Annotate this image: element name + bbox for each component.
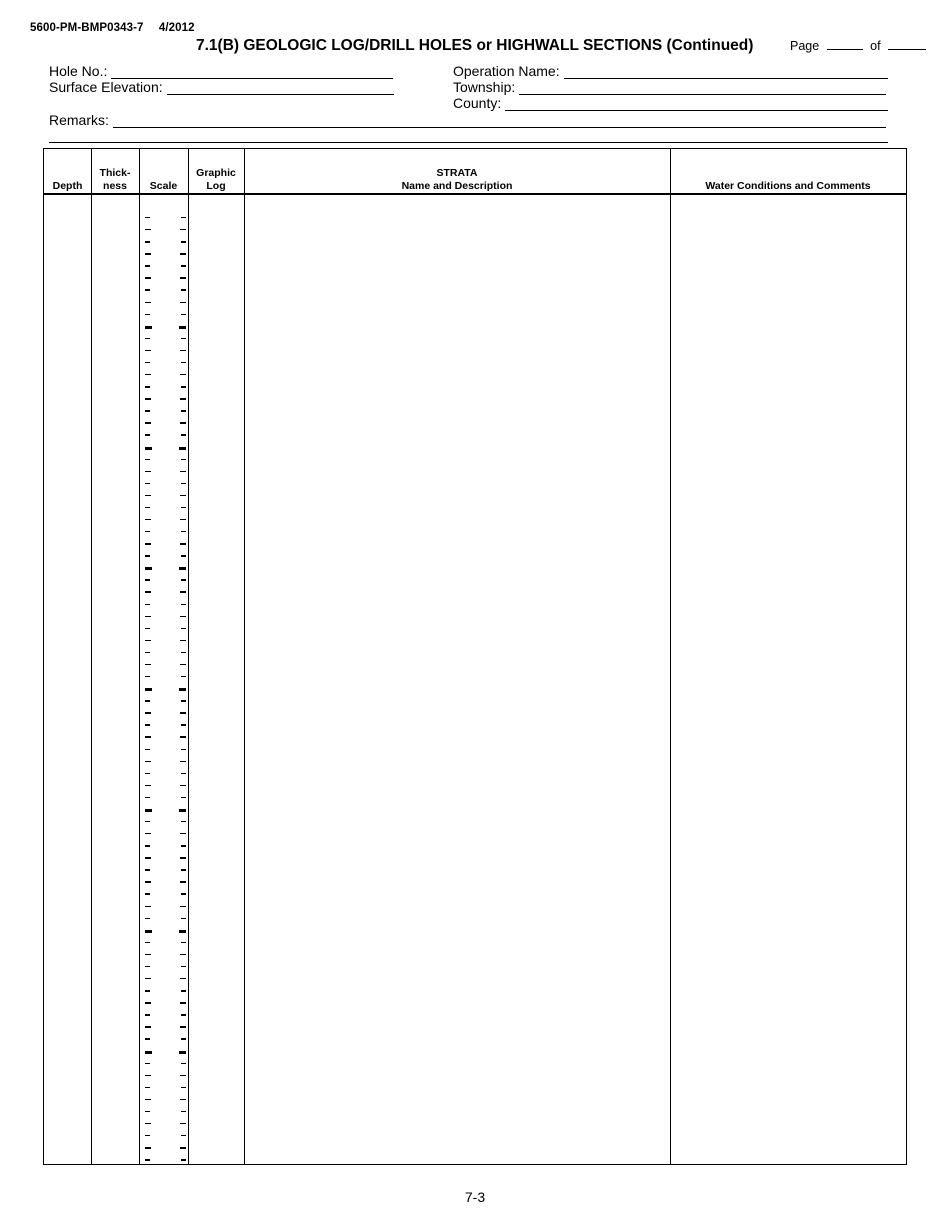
- header-water-conditions: Water Conditions and Comments: [705, 179, 871, 192]
- scale-tick-left: [145, 1135, 150, 1136]
- scale-tick-left: [145, 398, 151, 399]
- scale-tick-right: [180, 736, 186, 737]
- scale-tick-left: [145, 1159, 150, 1160]
- scale-tick-left: [145, 749, 150, 750]
- scale-tick-right: [181, 483, 186, 484]
- scale-tick-left: [145, 664, 151, 665]
- scale-tick-left: [145, 591, 151, 592]
- scale-tick-left: [145, 990, 150, 991]
- scale-tick-left: [145, 507, 150, 508]
- scale-tick-left: [145, 652, 150, 653]
- scale-tick-left: [145, 289, 150, 290]
- township-label: Township:: [453, 79, 516, 95]
- scale-tick-left: [145, 579, 150, 580]
- page-total-field[interactable]: [888, 39, 926, 50]
- scale-tick-right: [179, 688, 186, 691]
- header-graphic-log: Graphic Log: [196, 167, 236, 192]
- scale-tick-right: [179, 1051, 186, 1054]
- scale-tick-left: [145, 434, 150, 435]
- form-date: 4/2012: [158, 22, 195, 34]
- scale-tick-right: [181, 724, 186, 725]
- scale-tick-left: [145, 241, 150, 242]
- scale-tick-right: [181, 700, 186, 701]
- scale-tick-right: [181, 1159, 186, 1160]
- scale-tick-left: [145, 1002, 151, 1003]
- scale-tick-left: [145, 821, 150, 822]
- scale-tick-left: [145, 483, 150, 484]
- scale-tick-left: [145, 1111, 150, 1112]
- scale-tick-left: [145, 1147, 151, 1148]
- scale-tick-left: [145, 809, 152, 812]
- scale-tick-right: [181, 265, 186, 266]
- township-row: [453, 79, 886, 95]
- scale-tick-right: [180, 495, 186, 496]
- surface-elevation-field[interactable]: [167, 83, 394, 95]
- scale-tick-right: [181, 217, 186, 218]
- scale-tick-left: [145, 918, 150, 919]
- county-field[interactable]: [505, 99, 888, 111]
- scale-tick-left: [145, 700, 150, 701]
- scale-tick-left: [145, 1063, 150, 1064]
- scale-tick-left: [145, 845, 150, 846]
- scale-tick-right: [181, 434, 186, 435]
- scale-tick-left: [145, 314, 150, 315]
- scale-tick-left: [145, 519, 151, 520]
- scale-tick-left: [145, 495, 151, 496]
- scale-tick-left: [145, 217, 150, 218]
- scale-tick-right: [180, 277, 186, 278]
- scale-tick-right: [181, 459, 186, 460]
- scale-tick-right: [180, 640, 186, 641]
- scale-tick-left: [145, 338, 150, 339]
- form-code-number: 5600-PM-BMP0343-7: [30, 22, 144, 34]
- scale-tick-left: [145, 1075, 151, 1076]
- scale-tick-left: [145, 785, 151, 786]
- header-rule: [44, 193, 906, 195]
- scale-tick-right: [180, 785, 186, 786]
- scale-tick-left: [145, 712, 151, 713]
- scale-tick-left: [145, 386, 150, 387]
- scale-tick-left: [145, 362, 150, 363]
- scale-tick-right: [180, 857, 186, 858]
- county-label: County:: [453, 95, 502, 111]
- scale-tick-right: [179, 567, 186, 570]
- township-field[interactable]: [519, 83, 886, 95]
- scale-tick-left: [145, 1014, 150, 1015]
- scale-tick-right: [181, 1038, 186, 1039]
- scale-tick-left: [145, 531, 150, 532]
- remarks-second-line[interactable]: [49, 142, 888, 143]
- header-scale: Scale: [149, 179, 178, 192]
- remarks-label: Remarks:: [49, 112, 109, 128]
- scale-tick-right: [181, 966, 186, 967]
- page-footer-number: 7-3: [464, 1189, 486, 1205]
- scale-tick-left: [145, 954, 151, 955]
- scale-tick-right: [181, 241, 186, 242]
- scale-tick-right: [180, 543, 186, 544]
- scale-tick-right: [180, 253, 186, 254]
- scale-tick-right: [181, 1087, 186, 1088]
- scale-tick-left: [145, 374, 151, 375]
- scale-tick-right: [181, 1135, 186, 1136]
- scale-tick-right: [180, 906, 186, 907]
- page-label: Page: [790, 39, 820, 53]
- scale-tick-right: [181, 362, 186, 363]
- scale-tick-left: [145, 978, 151, 979]
- scale-tick-right: [181, 555, 186, 556]
- header-strata: STRATA Name and Description: [401, 167, 513, 192]
- remarks-row: [49, 112, 886, 128]
- scale-tick-left: [145, 881, 151, 882]
- operation-name-row: [453, 63, 888, 79]
- scale-tick-left: [145, 1099, 151, 1100]
- scale-tick-left: [145, 906, 151, 907]
- column-divider: [244, 149, 245, 1164]
- scale-tick-right: [181, 749, 186, 750]
- operation-name-field[interactable]: [564, 67, 888, 79]
- scale-tick-right: [180, 712, 186, 713]
- scale-tick-left: [145, 422, 151, 423]
- scale-tick-left: [145, 736, 151, 737]
- of-label: of: [870, 39, 881, 53]
- scale-tick-right: [180, 1147, 186, 1148]
- scale-tick-left: [145, 628, 150, 629]
- scale-tick-right: [181, 821, 186, 822]
- scale-tick-left: [145, 797, 150, 798]
- county-row: [453, 95, 888, 111]
- scale-tick-left: [145, 616, 151, 617]
- remarks-field[interactable]: [113, 116, 886, 128]
- scale-tick-left: [145, 229, 151, 230]
- scale-tick-right: [180, 1075, 186, 1076]
- scale-tick-left: [145, 555, 150, 556]
- header-thickness: Thick- ness: [99, 167, 131, 192]
- surface-elevation-label: Surface Elevation:: [49, 79, 163, 95]
- scale-tick-right: [181, 579, 186, 580]
- scale-tick-right: [180, 229, 186, 230]
- scale-tick-right: [180, 591, 186, 592]
- scale-tick-left: [145, 676, 150, 677]
- header-depth: Depth: [52, 179, 83, 192]
- scale-tick-left: [145, 761, 151, 762]
- scale-tick-left: [145, 567, 152, 570]
- scale-tick-right: [181, 507, 186, 508]
- scale-tick-left: [145, 471, 151, 472]
- scale-tick-right: [181, 1063, 186, 1064]
- scale-tick-left: [145, 302, 151, 303]
- scale-tick-right: [179, 447, 186, 450]
- scale-tick-left: [145, 1087, 150, 1088]
- scale-tick-right: [181, 628, 186, 629]
- surface-elevation-row: [49, 79, 394, 95]
- scale-tick-right: [181, 531, 186, 532]
- scale-tick-left: [145, 1051, 152, 1054]
- hole-no-row: [49, 63, 393, 79]
- scale-tick-left: [145, 942, 150, 943]
- scale-tick-left: [145, 930, 152, 933]
- scale-tick-right: [180, 374, 186, 375]
- scale-tick-left: [145, 543, 151, 544]
- column-divider: [670, 149, 671, 1164]
- column-divider: [139, 149, 140, 1164]
- page-title: 7.1(B) GEOLOGIC LOG/DRILL HOLES or HIGHWALL SECTIONS (Continued): [196, 37, 754, 54]
- scale-tick-right: [181, 604, 186, 605]
- scale-tick-right: [180, 350, 186, 351]
- page-number-field[interactable]: [827, 39, 863, 50]
- scale-tick-left: [145, 640, 151, 641]
- scale-tick-right: [181, 869, 186, 870]
- scale-tick-right: [180, 616, 186, 617]
- scale-tick-left: [145, 688, 152, 691]
- scale-tick-right: [180, 881, 186, 882]
- scale-tick-right: [181, 676, 186, 677]
- page-count: [790, 39, 926, 53]
- scale-tick-right: [181, 386, 186, 387]
- scale-tick-right: [180, 1002, 186, 1003]
- scale-tick-left: [145, 459, 150, 460]
- scale-tick-right: [181, 942, 186, 943]
- scale-tick-right: [179, 809, 186, 812]
- hole-no-field[interactable]: [111, 67, 393, 79]
- scale-tick-left: [145, 966, 150, 967]
- scale-tick-right: [181, 845, 186, 846]
- column-divider: [91, 149, 92, 1164]
- scale-tick-right: [181, 652, 186, 653]
- scale-tick-right: [180, 664, 186, 665]
- scale-tick-right: [180, 519, 186, 520]
- scale-tick-left: [145, 350, 151, 351]
- column-divider: [188, 149, 189, 1164]
- scale-tick-left: [145, 773, 150, 774]
- scale-tick-left: [145, 724, 150, 725]
- scale-tick-left: [145, 833, 151, 834]
- scale-tick-left: [145, 326, 152, 329]
- scale-tick-left: [145, 410, 150, 411]
- scale-tick-right: [181, 1014, 186, 1015]
- scale-tick-right: [179, 930, 186, 933]
- scale-tick-right: [181, 893, 186, 894]
- scale-tick-right: [181, 289, 186, 290]
- operation-name-label: Operation Name:: [453, 63, 560, 79]
- scale-tick-right: [180, 1026, 186, 1027]
- scale-tick-right: [181, 990, 186, 991]
- scale-tick-left: [145, 857, 151, 858]
- scale-tick-left: [145, 1123, 151, 1124]
- hole-no-label: Hole No.:: [49, 63, 108, 79]
- scale-tick-right: [180, 833, 186, 834]
- scale-tick-left: [145, 1038, 150, 1039]
- scale-tick-right: [180, 471, 186, 472]
- scale-tick-left: [145, 869, 150, 870]
- scale-tick-right: [180, 761, 186, 762]
- scale-tick-left: [145, 265, 150, 266]
- scale-tick-right: [181, 1111, 186, 1112]
- scale-tick-right: [181, 773, 186, 774]
- scale-tick-right: [180, 978, 186, 979]
- scale-tick-left: [145, 604, 150, 605]
- geologic-log-table: [43, 148, 907, 1165]
- scale-tick-right: [180, 398, 186, 399]
- scale-tick-right: [181, 797, 186, 798]
- form-code: [30, 22, 207, 34]
- scale-tick-left: [145, 277, 151, 278]
- scale-tick-right: [179, 326, 186, 329]
- scale-tick-right: [180, 302, 186, 303]
- scale-tick-right: [180, 954, 186, 955]
- scale-tick-left: [145, 893, 150, 894]
- scale-tick-right: [180, 1123, 186, 1124]
- scale-tick-right: [180, 422, 186, 423]
- scale-tick-right: [181, 410, 186, 411]
- scale-tick-right: [181, 918, 186, 919]
- scale-tick-left: [145, 253, 151, 254]
- scale-tick-left: [145, 447, 152, 450]
- scale-tick-right: [181, 314, 186, 315]
- scale-tick-right: [180, 1099, 186, 1100]
- scale-tick-right: [181, 338, 186, 339]
- scale-tick-left: [145, 1026, 151, 1027]
